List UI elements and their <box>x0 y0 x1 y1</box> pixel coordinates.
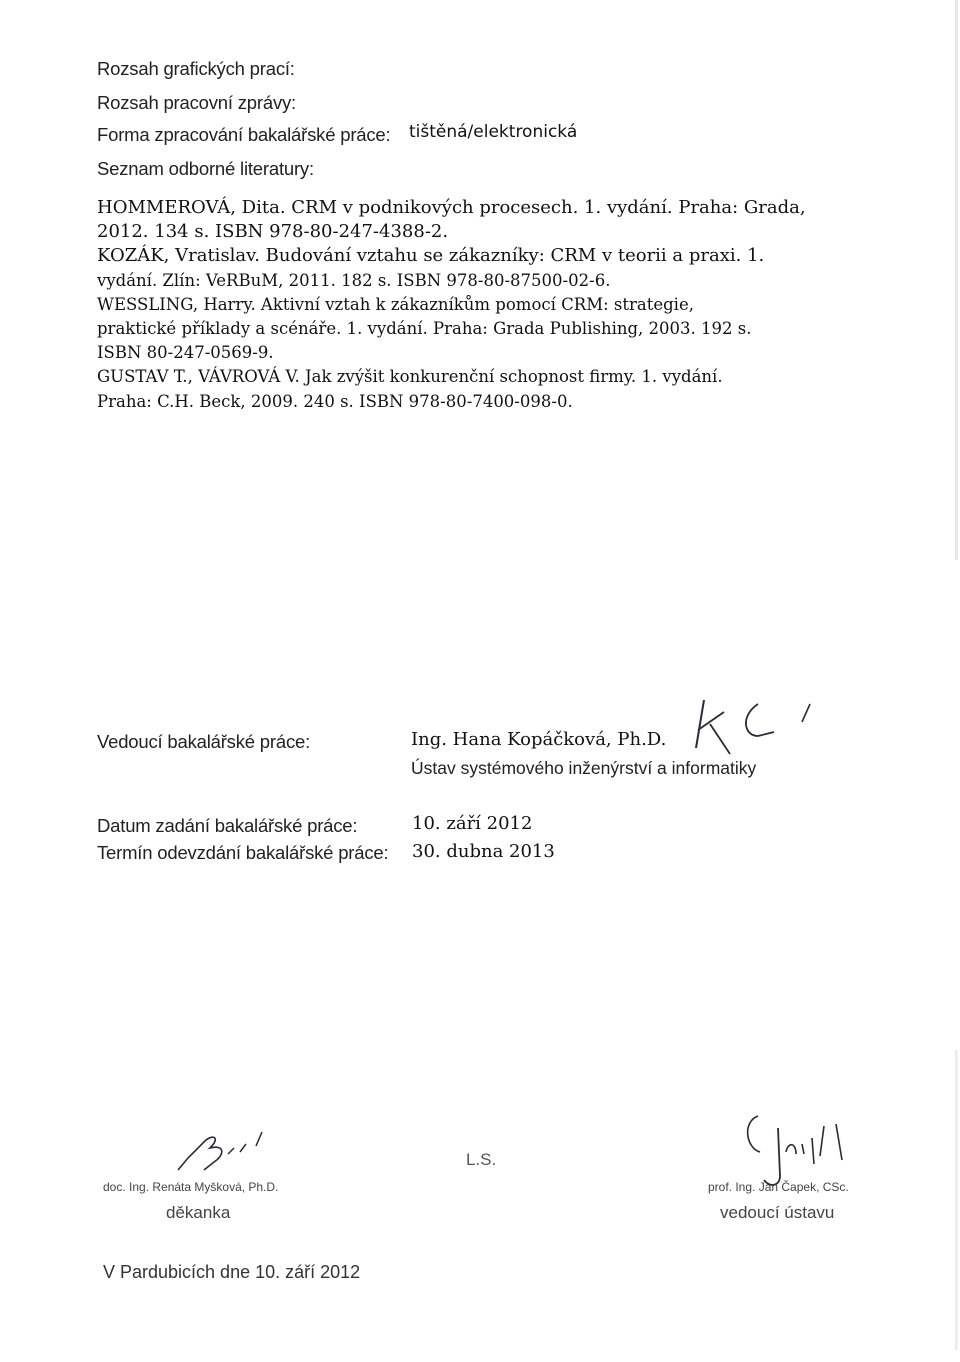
due-date-label: Termín odevzdání bakalářské práce: <box>97 842 389 863</box>
seal-placeholder: L.S. <box>466 1150 497 1169</box>
literature-label: Seznam odborné literatury: <box>97 158 314 179</box>
report-scope-label: Rozsah pracovní zprávy: <box>97 92 296 113</box>
head-name: prof. Ing. Jan Čapek, CSc. <box>708 1180 849 1194</box>
literature-line: ISBN 80-247-0569-9. <box>97 343 274 363</box>
assigned-date-value: 10. září 2012 <box>412 813 533 834</box>
literature-list <box>97 196 877 414</box>
supervisor-signature <box>690 690 830 770</box>
scan-edge <box>955 0 958 560</box>
supervisor-institute: Ústav systémového inženýrství a informatiky <box>411 758 757 778</box>
literature-line: KOZÁK, Vratislav. Budování vztahu se zákazníky: CRM v teorii a praxi. 1. <box>97 245 765 267</box>
literature-line: HOMMEROVÁ, Dita. CRM v podnikových procesech. 1. vydání. Praha: Grada, <box>97 197 806 218</box>
head-role: vedoucí ústavu <box>720 1203 835 1222</box>
assigned-date-label: Datum zadání bakalářské práce: <box>97 815 358 836</box>
thesis-form-value: tištěná/elektronická <box>409 122 578 142</box>
dean-signature <box>170 1118 300 1188</box>
literature-line: WESSLING, Harry. Aktivní vztah k zákazníkům pomocí CRM: strategie, <box>97 294 694 314</box>
literature-line: GUSTAV T., VÁVROVÁ V. Jak zvýšit konkurenční schopnost firmy. 1. vydání. <box>97 367 723 387</box>
supervisor-label: Vedoucí bakalářské práce: <box>97 731 311 752</box>
supervisor-name: Ing. Hana Kopáčková, Ph.D. <box>411 729 667 750</box>
due-date-value: 30. dubna 2013 <box>412 841 555 862</box>
thesis-form-label: Forma zpracování bakalářské práce: <box>97 124 391 145</box>
graphics-scope-label: Rozsah grafických prací: <box>97 58 295 79</box>
scan-edge <box>955 1050 958 1350</box>
literature-line: 2012. 134 s. ISBN 978-80-247-4388-2. <box>97 221 449 243</box>
dean-role: děkanka <box>166 1203 231 1222</box>
literature-line: vydání. Zlín: VeRBuM, 2011. 182 s. ISBN 978-80-87500-02-6. <box>97 270 611 290</box>
place-date: V Pardubicích dne 10. září 2012 <box>103 1262 361 1282</box>
literature-line: praktické příklady a scénáře. 1. vydání. Praha: Grada Publishing, 2003. 192 s. <box>97 319 752 339</box>
literature-line: Praha: C.H. Beck, 2009. 240 s. ISBN 978-80-7400-098-0. <box>97 391 573 411</box>
dean-name: doc. Ing. Renáta Myšková, Ph.D. <box>103 1180 279 1194</box>
